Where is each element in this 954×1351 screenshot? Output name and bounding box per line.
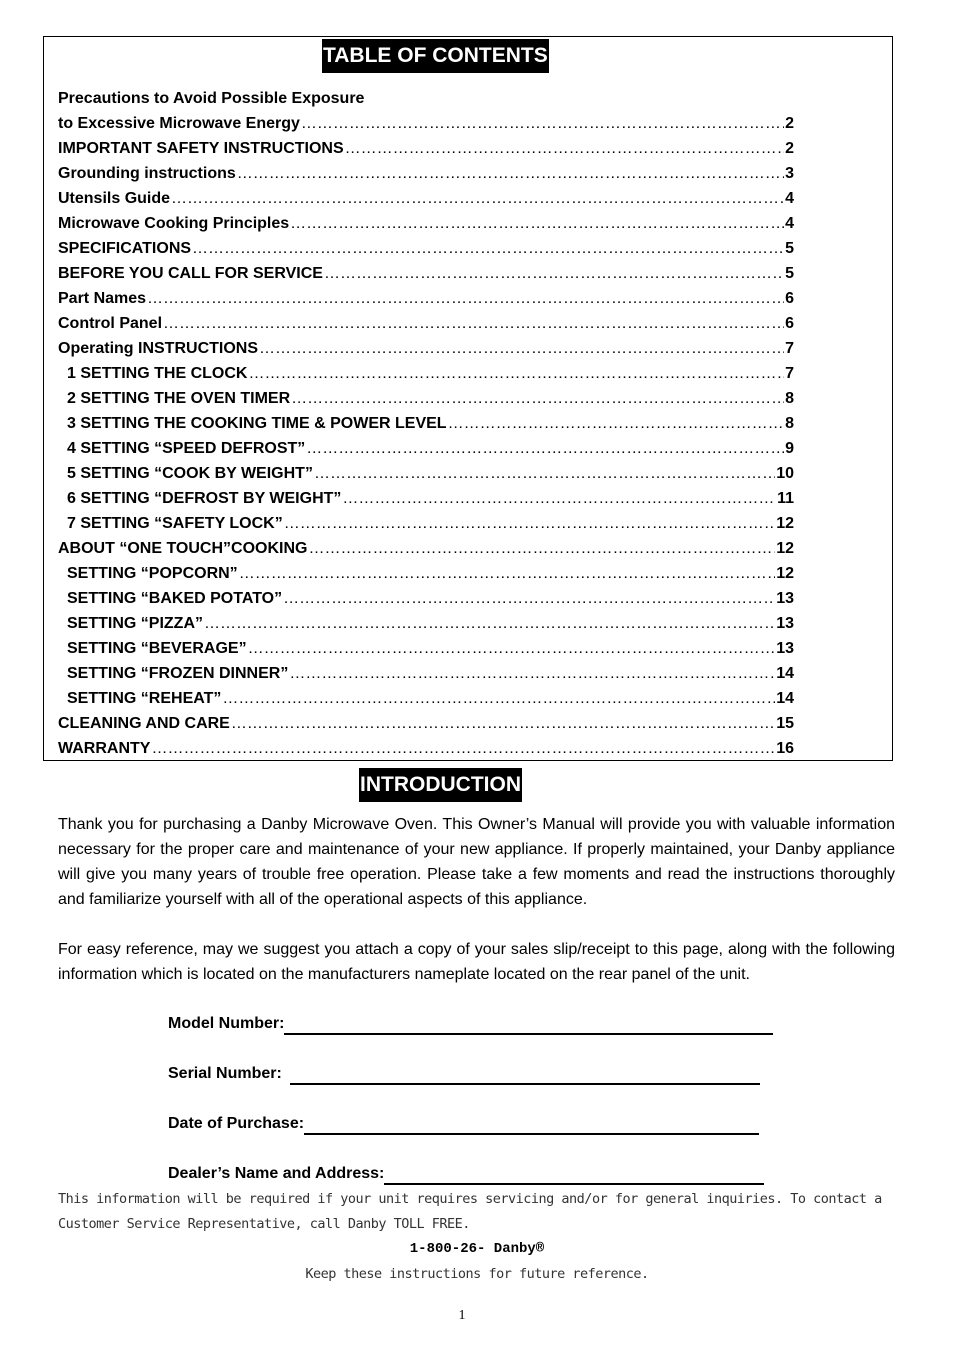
toc-dot-leader	[259, 336, 784, 361]
toc-entry-label: SETTING “POPCORN”	[67, 565, 238, 582]
introduction-title: INTRODUCTION	[359, 768, 522, 802]
toc-entry-label: 6 SETTING “DEFROST BY WEIGHT”	[67, 490, 342, 507]
toc-entry	[58, 186, 794, 211]
toc-entry-label: ABOUT “ONE TOUCH”COOKING	[58, 540, 308, 557]
toc-entry-page: 6	[785, 315, 794, 332]
toc-entry	[58, 136, 794, 161]
toc-entry-label: SETTING “REHEAT”	[67, 690, 222, 707]
toc-title: TABLE OF CONTENTS	[322, 39, 549, 73]
toc-dot-leader	[163, 311, 784, 336]
toc-dot-leader	[342, 486, 776, 511]
toc-dot-leader	[306, 436, 784, 461]
toc-intro-label: Precautions to Avoid Possible Exposure	[58, 90, 365, 107]
toc-dot-leader	[284, 511, 775, 536]
serial-number-label: Serial Number:	[168, 1065, 282, 1082]
toc-entry	[58, 411, 794, 436]
toc-dot-leader	[345, 136, 784, 161]
toc-dot-leader	[222, 686, 775, 711]
toc-entry-label: Operating INSTRUCTIONS	[58, 340, 259, 357]
toc-entry	[58, 436, 794, 461]
toc-dot-leader	[248, 361, 784, 386]
toll-free-number: 1-800-26- Danby®	[409, 1241, 545, 1257]
toc-entry-page: 3	[785, 165, 794, 182]
toc-entry-label: Utensils Guide	[58, 190, 171, 207]
toc-dot-leader	[308, 536, 775, 561]
toc-dot-leader	[248, 636, 776, 661]
serial-number-field	[168, 1063, 760, 1085]
toc-entry-label: 4 SETTING “SPEED DEFROST”	[67, 440, 306, 457]
model-number-field	[168, 1013, 773, 1035]
toc-entry-label: SETTING “BAKED POTATO”	[67, 590, 283, 607]
toc-entry-page: 7	[785, 340, 794, 357]
table-of-contents-box	[43, 36, 893, 761]
toc-entry-label: 5 SETTING “COOK BY WEIGHT”	[67, 465, 313, 482]
toc-entry	[58, 161, 794, 186]
date-of-purchase-label: Date of Purchase:	[168, 1115, 305, 1132]
toc-entry-page: 7	[785, 365, 794, 382]
toc-intro-line	[58, 86, 794, 111]
toc-entry	[58, 311, 794, 336]
toc-entry	[58, 636, 794, 661]
toc-dot-leader	[239, 561, 776, 586]
toc-dot-leader	[192, 236, 784, 261]
toc-entry-page: 12	[776, 540, 794, 557]
toc-dot-leader	[289, 661, 775, 686]
intro-paragraph-2: For easy reference, may we suggest you attach a copy of your sales slip/receipt to this page, along with the following information which is located on the manufacturers nameplate located on the rear panel of the unit.	[58, 941, 895, 983]
toc-entry-page: 5	[785, 265, 794, 282]
toc-entry-label: WARRANTY	[58, 740, 151, 757]
toc-entry	[58, 361, 794, 386]
toc-entry	[58, 486, 794, 511]
toc-entry	[58, 211, 794, 236]
toc-entry	[58, 536, 794, 561]
toc-entry-page: 15	[776, 715, 794, 732]
toc-entry	[58, 286, 794, 311]
toc-entry-page: 14	[776, 690, 794, 707]
toc-dot-leader	[231, 711, 775, 736]
toc-entry-label: SETTING “BEVERAGE”	[67, 640, 247, 657]
toc-dot-leader	[237, 161, 784, 186]
toc-entry-label: Grounding instructions	[58, 165, 236, 182]
date-of-purchase-blank	[304, 1113, 759, 1135]
toc-dot-leader	[324, 261, 784, 286]
toc-entry-label: SPECIFICATIONS	[58, 240, 192, 257]
toc-entry	[58, 711, 794, 736]
dealer-blank	[384, 1163, 764, 1185]
toc-entry	[58, 561, 794, 586]
toc-entry	[58, 236, 794, 261]
toc-entry	[58, 661, 794, 686]
toc-entry	[58, 386, 794, 411]
toc-dot-leader	[291, 386, 784, 411]
toc-entry	[58, 586, 794, 611]
toc-list	[58, 86, 794, 761]
page-number: 1	[458, 1308, 466, 1323]
toc-entry	[58, 736, 794, 761]
toc-entry-label: SETTING “PIZZA”	[67, 615, 203, 632]
toc-entry-label: Microwave Cooking Principles	[58, 215, 290, 232]
toc-entry-page: 9	[785, 440, 794, 457]
toc-entry-label: Part Names	[58, 290, 147, 307]
toc-entry-page: 10	[776, 465, 794, 482]
toc-entry-page: 13	[776, 640, 794, 657]
toc-dot-leader	[301, 111, 784, 136]
toc-entry-page: 11	[777, 490, 794, 507]
toc-entry-label: 1 SETTING THE CLOCK	[67, 365, 248, 382]
toc-entry-page: 16	[776, 740, 794, 757]
model-number-label: Model Number:	[168, 1015, 285, 1032]
toc-entry-label: IMPORTANT SAFETY INSTRUCTIONS	[58, 140, 344, 157]
toc-entry-page: 4	[785, 215, 794, 232]
dealer-field	[168, 1163, 764, 1185]
toc-entry	[58, 461, 794, 486]
toc-entry-page: 4	[785, 190, 794, 207]
toc-entry-label: 3 SETTING THE COOKING TIME & POWER LEVEL	[67, 415, 447, 432]
toc-entry	[58, 336, 794, 361]
toc-dot-leader	[448, 411, 785, 436]
toc-entry-label: to Excessive Microwave Energy	[58, 115, 300, 132]
toc-entry-label: SETTING “FROZEN DINNER”	[67, 665, 289, 682]
toc-dot-leader	[204, 611, 775, 636]
date-of-purchase-field	[168, 1113, 759, 1135]
toc-entry-page: 14	[776, 665, 794, 682]
service-note: This information will be required if your unit requires servicing and/or for general inquiries. To contact a Customer Service Representative, call Danby TOLL FREE.	[58, 1191, 882, 1232]
toc-entry-label: 2 SETTING THE OVEN TIMER	[67, 390, 291, 407]
dealer-label: Dealer’s Name and Address:	[168, 1165, 385, 1182]
keep-instructions-note: Keep these instructions for future reference.	[305, 1266, 649, 1282]
toc-entry-page: 5	[785, 240, 794, 257]
toc-entry-page: 8	[785, 415, 794, 432]
toc-entry	[58, 511, 794, 536]
toc-dot-leader	[171, 186, 784, 211]
toc-entry	[58, 686, 794, 711]
toc-entry-label: 7 SETTING “SAFETY LOCK”	[67, 515, 283, 532]
toc-entry-label: BEFORE YOU CALL FOR SERVICE	[58, 265, 323, 282]
toc-entry	[58, 611, 794, 636]
toc-entry-page: 6	[785, 290, 794, 307]
intro-paragraph-1: Thank you for purchasing a Danby Microwave Oven. This Owner’s Manual will provide you with valuable information necessary for the proper care and maintenance of your new appliance. If properly maintained, your Danby appliance will give you many years of trouble free operation. Please take a few moments and read the instructions thoroughly and familiarize yourself with all of the operational aspects of this appliance.	[58, 816, 895, 908]
toc-entry-page: 12	[776, 515, 794, 532]
toc-dot-leader	[283, 586, 775, 611]
toc-entry-page: 2	[785, 140, 794, 157]
toc-entry-page: 13	[776, 590, 794, 607]
toc-dot-leader	[151, 736, 775, 761]
toc-entry	[58, 261, 794, 286]
toc-entry-label: CLEANING AND CARE	[58, 715, 230, 732]
model-number-blank	[284, 1013, 773, 1035]
toc-entry-page: 12	[776, 565, 794, 582]
toc-entry-label: Control Panel	[58, 315, 163, 332]
toc-dot-leader	[314, 461, 775, 486]
toc-dot-leader	[290, 211, 784, 236]
toc-dot-leader	[147, 286, 784, 311]
toc-entry	[58, 111, 794, 136]
toc-entry-page: 2	[785, 115, 794, 132]
toc-entry-page: 13	[776, 615, 794, 632]
serial-number-blank	[290, 1063, 760, 1085]
toc-entries	[58, 111, 794, 761]
toc-entry-page: 8	[785, 390, 794, 407]
